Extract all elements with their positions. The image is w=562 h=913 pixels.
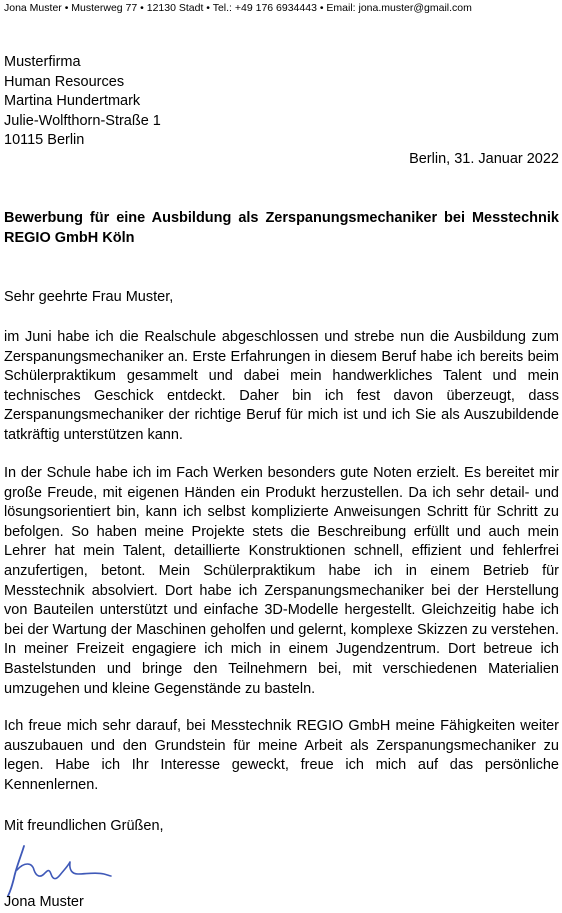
paragraph-1: im Juni habe ich die Realschule abgeschlossen und strebe nun die Ausbildung zum Zerspanungsmechaniker an. Erste Erfahrungen in diesem Beruf habe ich bereits beim Schülerpraktikum gesammelt und dabei mein handwerkliches Talent und mein technisches Geschick entdeckt. Daher bin ich fest davon überzeugt, dass Zerspanungsmechaniker der richtige Beruf für mich ist und ich Sie als Auszubildende tatkräftig unterstützen kann. [4, 329, 559, 443]
paragraph-2: In der Schule habe ich im Fach Werken besonders gute Noten erzielt. Es bereitet mir große Freude, mit eigenen Händen ein Produkt herzustellen. Da ich sehr detail- und lösungsorientiert bin, kann ich selbst komplizierte Anweisungen Schritt für Schritt zu befolgen. So haben meine Projekte stets die Beschreibung erfüllt und auch mein Lehrer hat mein Talent, detaillierte Konstruktionen schnell, effizient und fehlerfrei anzufertigen, betont. Mein Schülerpraktikum habe ich in einem Betrieb für Messtechnik absolviert. Dort habe ich Zerspanungsmechaniker bei der Herstellung von Bauteilen unterstützt und einfache 3D-Modelle hergestellt. Gleichzeitig habe ich bei der Wartung der Maschinen geholfen und gelernt, komplexe Skizzen zu verstehen. In meiner Freizeit engagiere ich mich in einem Jugendzentrum. Dort betreue ich Bastelstunden und bringe den Teilnehmern bei, mit verschiedenen Materialien umzugehen und kleine Gegenstände zu basteln. [4, 465, 559, 697]
sender-address-line: Jona Muster • Musterweg 77 • 12130 Stadt • Tel.: +49 176 6934443 • Email: jona.muster@gmail.com [4, 2, 472, 14]
letter-date: Berlin, 31. Januar 2022 [409, 151, 559, 167]
recipient-company: Musterfirma [4, 54, 81, 70]
paragraph-3: Ich freue mich sehr darauf, bei Messtechnik REGIO GmbH meine Fähigkeiten weiter auszubauen und den Grundstein für meine Arbeit als Zerspanungsmechaniker zu legen. Habe ich Ihr Interesse geweckt, freue ich mich auf das persönliche Kennenlernen. [4, 718, 559, 793]
closing-phrase: Mit freundlichen Grüßen, [4, 818, 164, 834]
salutation: Sehr geehrte Frau Muster, [4, 289, 174, 305]
recipient-person: Martina Hundertmark [4, 93, 141, 110]
letter-subject: Bewerbung für eine Ausbildung als Zerspanungsmechaniker bei Messtechnik REGIO GmbH Köln [4, 210, 559, 246]
signer-name: Jona Muster [4, 894, 84, 910]
recipient-street: Julie-Wolfthorn-Straße 1 [4, 112, 161, 129]
recipient-department: Human Resources [4, 73, 125, 90]
recipient-city: 10115 Berlin [4, 132, 85, 149]
handwritten-signature [4, 842, 114, 898]
recipient-address-block [4, 53, 161, 151]
